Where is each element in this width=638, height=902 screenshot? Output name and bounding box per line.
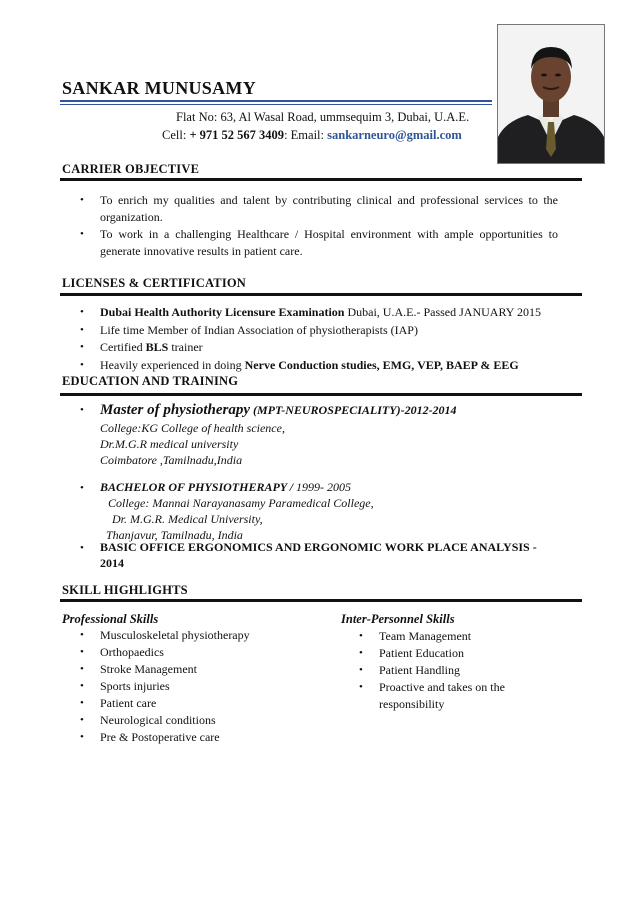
cell-label: Cell: [162, 128, 190, 142]
section-title-skills: SKILL HIGHLIGHTS [62, 583, 188, 597]
objective-list [62, 192, 558, 260]
edu-ergonomics [100, 539, 578, 571]
section-title-objective: CARRIER OBJECTIVE [62, 162, 200, 176]
bullet: • [80, 542, 84, 554]
list-item: • Patient Education [341, 645, 541, 662]
edu-bpt-university: Dr. M.G.R. Medical University, [112, 512, 263, 526]
bls-suffix: trainer [168, 340, 203, 354]
section-title-education: EDUCATION AND TRAINING [62, 374, 239, 388]
professional-skills-heading: Professional Skills [62, 612, 159, 626]
edu-mpt-heading [100, 401, 457, 419]
edu-mpt-university: Dr.M.G.R medical university [100, 437, 239, 451]
list-item [62, 357, 582, 375]
edu-mpt-location: Coimbatore ,Tamilnadu,India [100, 453, 243, 467]
list-item: • Musculoskeletal physiotherapy [62, 627, 312, 644]
person-icon [498, 25, 604, 163]
edu-mpt-college: College:KG College of health science, [100, 421, 285, 435]
interpersonal-skills-heading: Inter-Personnel Skills [341, 612, 455, 626]
license-dha: Dubai Health Authority Licensure Examination [100, 305, 345, 319]
section-divider [60, 599, 582, 602]
address: Flat No: 63, Al Wasal Road, ummsequim 3, Dubai, U.A.E. [176, 110, 470, 124]
list-item: • Patient care [62, 695, 312, 712]
edu-bpt-years: 1999- 2005 [296, 480, 352, 494]
list-item: • Life time Member of Indian Association of physiotherapists (IAP) [62, 322, 582, 340]
header-divider [60, 100, 492, 102]
email-label: : Email: [284, 128, 328, 142]
bls-label: BLS [145, 340, 169, 354]
section-divider [60, 293, 582, 296]
edu-ergonomics-year: 2014 [100, 556, 124, 570]
edu-mpt-detail: (MPT-NEUROSPECIALITY)-2012-2014 [250, 403, 457, 417]
list-item: • To enrich my qualities and talent by contributing clinical and professional services to the organization. [62, 192, 558, 226]
bls-prefix: Certified [100, 340, 146, 354]
bullet: • [80, 482, 84, 494]
edu-mpt-degree: Master of physiotherapy [100, 402, 250, 418]
email-link[interactable]: sankarneuro@gmail.com [327, 128, 462, 142]
bullet: • [80, 404, 84, 416]
contact-line [162, 128, 462, 143]
licenses-list [62, 304, 582, 374]
list-item: • Team Management [341, 628, 541, 645]
list-item: • To work in a challenging Healthcare / Hospital environment with ample opportunities to generate innovative results in patient care. [62, 226, 558, 260]
list-item [62, 339, 582, 357]
section-title-licenses: LICENSES & CERTIFICATION [62, 276, 247, 290]
edu-bpt-details [104, 495, 374, 543]
experience-skills: Nerve Conduction studies, EMG, VEP, BAEP & EEG [244, 357, 519, 372]
header-divider-thin [60, 104, 492, 105]
edu-ergonomics-title: BASIC OFFICE ERGONOMICS AND ERGONOMIC WORK PLACE ANALYSIS - [100, 540, 537, 554]
professional-skills-list [62, 627, 312, 746]
resume-name: SANKAR MUNUSAMY [62, 78, 256, 98]
edu-bpt-location: Thanjavur, Tamilnadu, India [106, 528, 243, 542]
edu-bpt-college: College: Mannai Narayanasamy Paramedical College, [108, 496, 374, 510]
list-item [62, 304, 582, 322]
section-divider [60, 393, 582, 396]
list-item: • Patient Handling [341, 662, 541, 679]
list-item: • Orthopaedics [62, 644, 312, 661]
profile-photo [497, 24, 605, 164]
phone-number: + 971 52 567 3409 [189, 128, 285, 142]
edu-bpt-heading [100, 480, 351, 495]
interpersonal-skills-list [341, 628, 541, 713]
edu-mpt-details [100, 420, 285, 468]
experience-prefix: Heavily experienced in doing [100, 357, 245, 372]
edu-bpt-degree: BACHELOR OF PHYSIOTHERAPY / [100, 480, 297, 494]
list-item: • Pre & Postoperative care [62, 729, 312, 746]
list-item: • Stroke Management [62, 661, 312, 678]
list-item: • Proactive and takes on the responsibility [341, 679, 541, 713]
list-item: • Sports injuries [62, 678, 312, 695]
list-item: • Neurological conditions [62, 712, 312, 729]
license-dha-detail: Dubai, U.A.E.- Passed JANUARY 2015 [344, 305, 542, 319]
section-divider [60, 178, 582, 181]
